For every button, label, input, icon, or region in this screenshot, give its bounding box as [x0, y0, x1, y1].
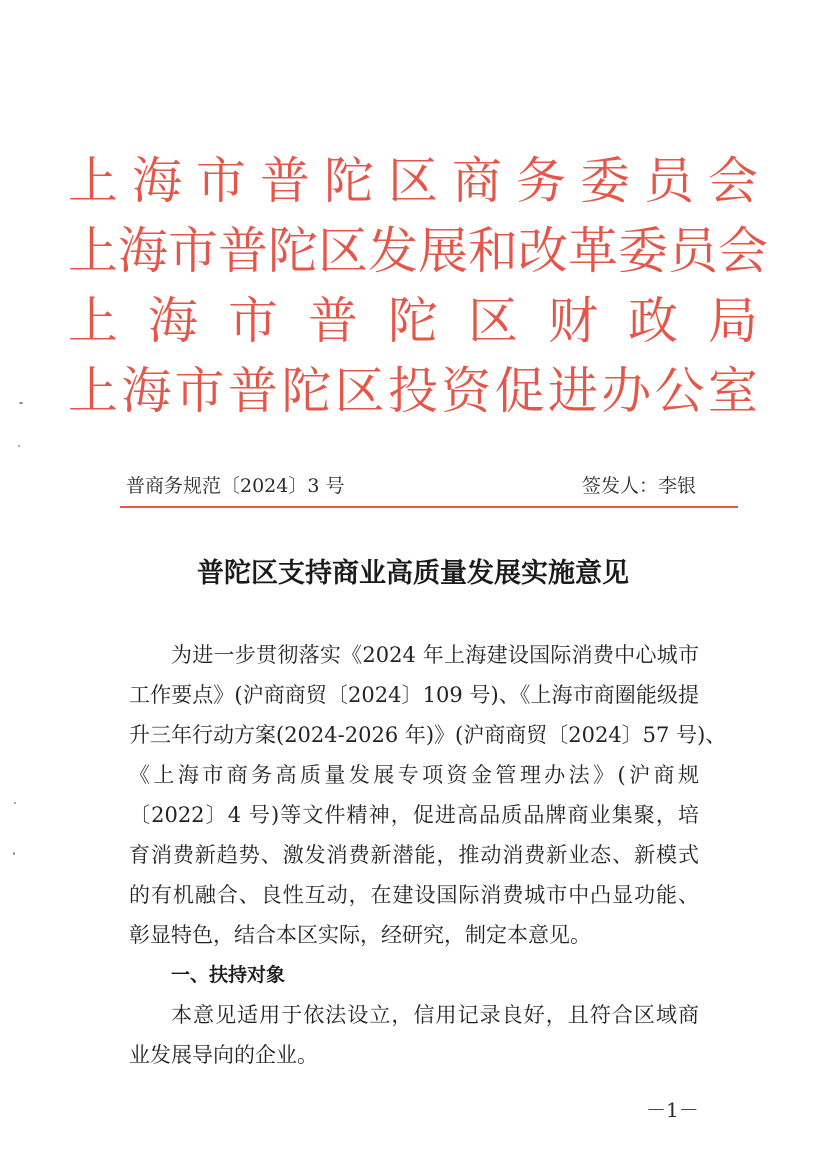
signer: 签发人：李银 [581, 475, 696, 497]
header-divider-line [120, 506, 738, 508]
body-text-line: 的有机融合、良性互动，在建设国际消费城市中凸显功能、 [129, 883, 699, 907]
body-text-line: 育消费新趋势、激发消费新潜能，推动消费新业态、新模式 [129, 843, 699, 867]
agency-name-commerce: 上 海 市 普 陀 区 商 务 委 员 会 [68, 152, 758, 210]
scan-speck [19, 402, 23, 404]
page-number: －1－ [646, 1098, 699, 1122]
body-text-line: 《上海市商务高质量发展专项资金管理办法》(沪商规 [129, 763, 699, 787]
body-text-line: 升三年行动方案(2024-2026 年)》(沪商商贸〔2024〕57 号)、 [129, 723, 727, 747]
body-text-line: 为进一步贯彻落实《2024 年上海建设国际消费中心城市 [171, 643, 699, 667]
document-title: 普陀区支持商业高质量发展实施意见 [197, 558, 629, 589]
body-text-line: 〔2022〕4 号)等文件精神，促进高品质品牌商业集聚，培 [129, 803, 699, 827]
document-meta-row [126, 468, 696, 504]
section-heading: 一、扶持对象 [171, 964, 286, 986]
scan-speck [13, 852, 15, 855]
body-text-line: 本意见适用于依法设立，信用记录良好，且符合区域商 [171, 1003, 699, 1027]
body-text-line: 工作要点》(沪商商贸〔2024〕109 号)、《上海市商圈能级提 [129, 683, 699, 707]
scan-speck [18, 445, 20, 447]
agency-name-investment-promotion: 上 海 市 普 陀 区 投 资 促 进 办 公 室 [68, 362, 758, 420]
body-text-line: 业发展导向的企业。 [129, 1043, 318, 1067]
agency-name-finance: 上 海 市 普 陀 区 财 政 局 [68, 292, 758, 350]
document-number: 普商务规范〔2024〕3 号 [126, 475, 345, 497]
body-text-line: 彰显特色，结合本区实际，经研究，制定本意见。 [129, 923, 591, 947]
agency-name-development-reform: 上 海 市 普 陀 区 发 展 和 改 革 委 员 会 [68, 222, 768, 280]
scan-speck [14, 802, 16, 804]
